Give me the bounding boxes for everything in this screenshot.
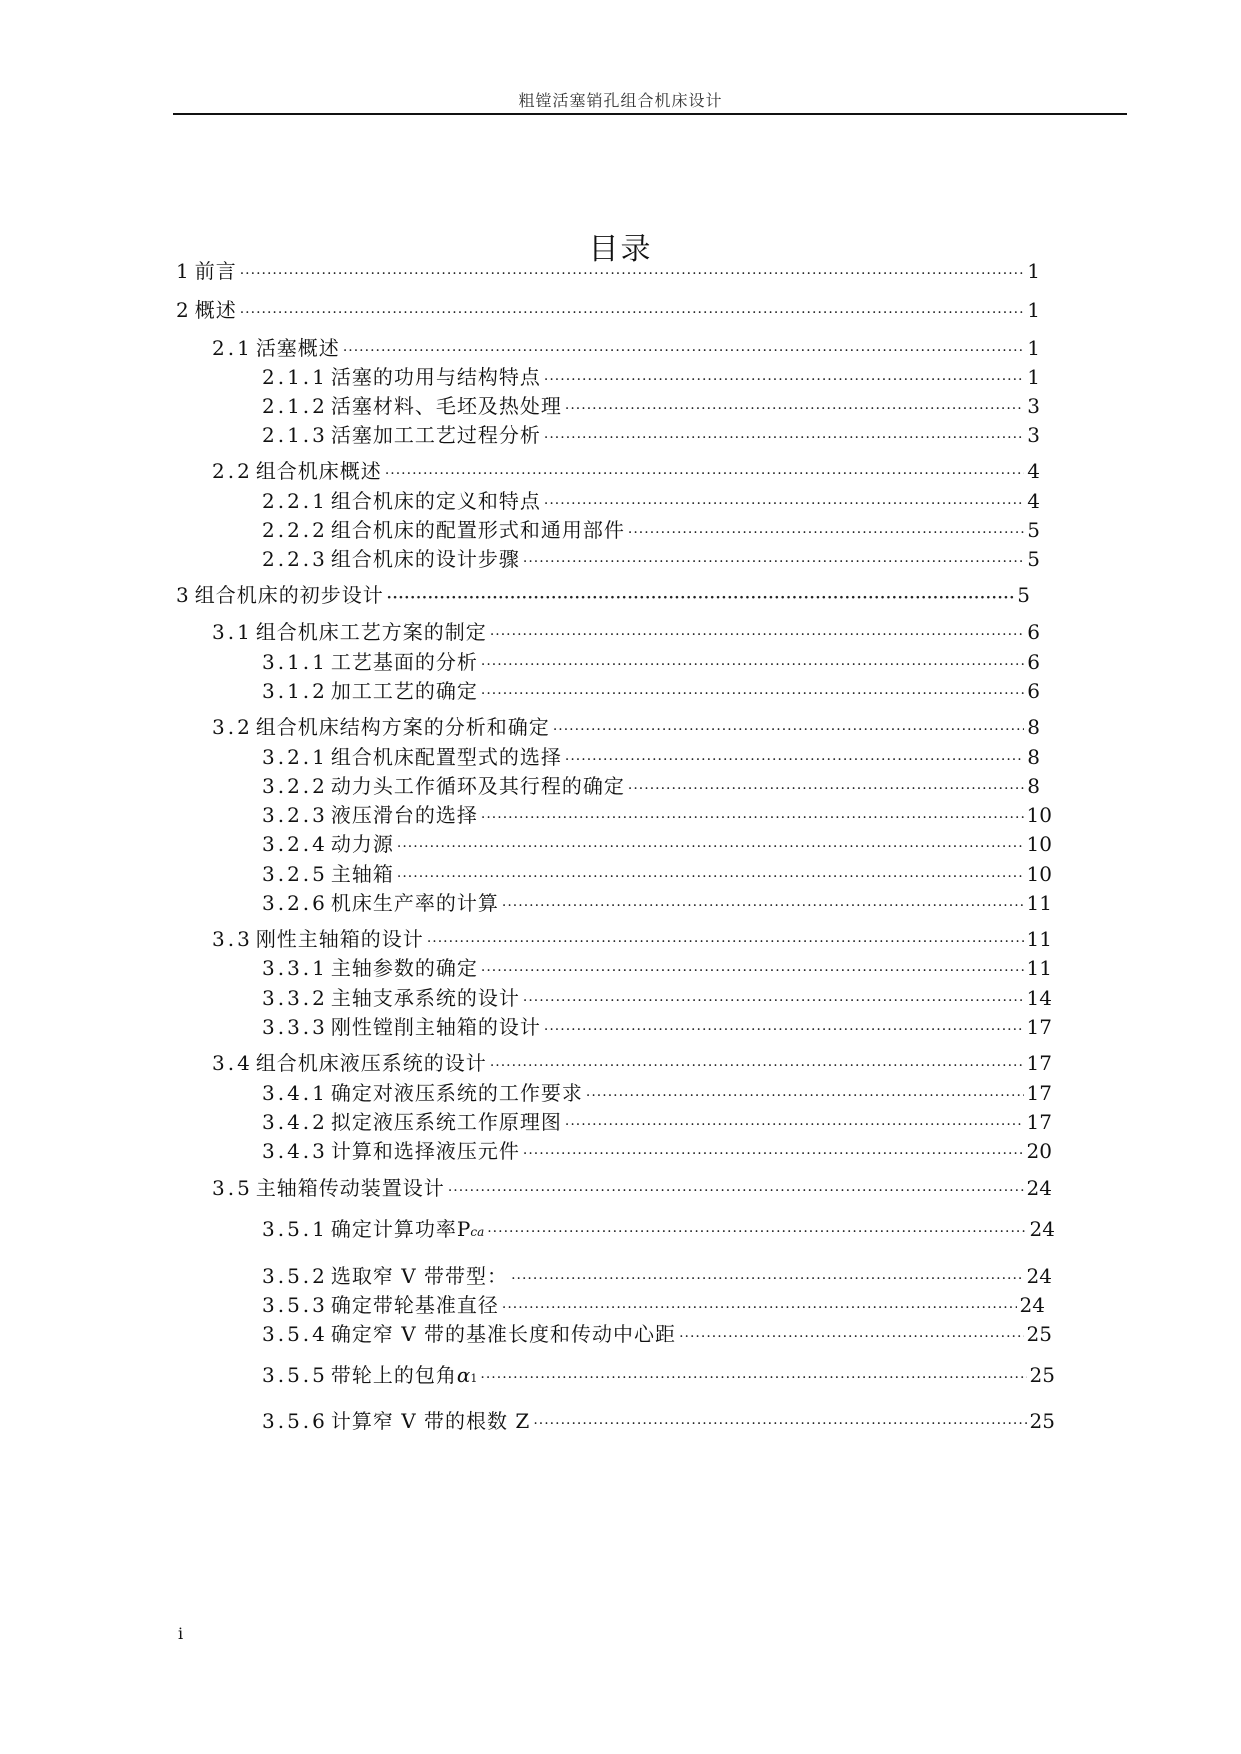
toc-entry-page: 6 (1027, 620, 1040, 644)
toc-entry-number: 2 (176, 298, 192, 322)
toc-entry-title: 主轴箱 (330, 862, 394, 886)
toc-entry-number: 2.2.1 (262, 489, 328, 513)
toc-dot-leader (544, 425, 1024, 451)
toc-entry-page: 3 (1027, 423, 1040, 447)
toc-entry-title: 活塞材料、毛坯及热处理 (330, 394, 562, 418)
toc-entry-page: 8 (1027, 715, 1040, 739)
toc-entry[interactable] (262, 517, 1040, 543)
toc-dot-leader (523, 1141, 1024, 1167)
toc-dot-leader (490, 1053, 1024, 1079)
toc-entry-page: 1 (1027, 336, 1040, 360)
toc-dot-leader (385, 461, 1024, 487)
toc-entry-page: 14 (1026, 986, 1052, 1010)
toc-entry-number: 3.2.5 (262, 862, 328, 886)
toc-entry-page: 4 (1027, 489, 1040, 513)
toc-entry-number: 3.2.2 (262, 774, 328, 798)
toc-entry-page: 11 (1026, 927, 1052, 951)
toc-entry[interactable] (262, 955, 1052, 981)
toc-dot-leader (628, 776, 1024, 802)
toc-entry[interactable] (212, 714, 1040, 740)
toc-entry-number: 3.4.2 (262, 1110, 328, 1134)
toc-entry-number: 3.4 (212, 1051, 253, 1075)
toc-entry-title: 主轴支承系统的设计 (330, 986, 520, 1010)
toc-dot-leader (397, 864, 1024, 890)
toc-entry-title: 动力源 (330, 832, 394, 856)
toc-dot-leader (523, 549, 1024, 575)
toc-entry[interactable] (262, 1080, 1052, 1106)
toc-entry-page: 8 (1027, 774, 1040, 798)
toc-entry-title: 机床生产率的计算 (330, 891, 499, 915)
toc-entry-title: 主轴参数的确定 (330, 956, 478, 980)
toc-dot-leader (490, 622, 1024, 648)
toc-entry[interactable] (262, 1321, 1052, 1347)
toc-entry[interactable] (212, 619, 1040, 645)
toc-entry-title: 组合机床的定义和特点 (330, 489, 541, 513)
toc-entry-title: 组合机床工艺方案的制定 (255, 620, 487, 644)
toc-entry-title: 选取窄 V 带带型： (330, 1264, 509, 1288)
toc-entry-number: 2.2.3 (262, 547, 328, 571)
toc-dot-leader (565, 747, 1024, 773)
toc-entry-page: 17 (1026, 1015, 1052, 1039)
toc-entry-title: 活塞的功用与结构特点 (330, 365, 541, 389)
toc-entry-math-symbol: α (456, 1363, 471, 1387)
toc-dot-leader (502, 893, 1024, 919)
toc-entry-number: 3.2 (212, 715, 253, 739)
toc-entry[interactable] (262, 802, 1052, 828)
toc-entry-number: 3.2.1 (262, 745, 328, 769)
toc-entry-number: 2.1.1 (262, 365, 328, 389)
toc-dot-leader (343, 338, 1024, 364)
toc-entry-title: 组合机床的设计步骤 (330, 547, 520, 571)
toc-entry-title: 确定带轮基准直径 (330, 1293, 499, 1317)
toc-entry-page: 6 (1027, 650, 1040, 674)
toc-dot-leader (553, 717, 1024, 743)
toc-entry[interactable] (262, 773, 1040, 799)
toc-entry-number: 3.2.4 (262, 832, 328, 856)
toc-entry[interactable] (262, 1292, 1045, 1318)
toc-dot-leader (533, 1411, 1026, 1437)
toc-entry-number: 3.5 (212, 1176, 253, 1200)
toc-entry-title: 刚性镗削主轴箱的设计 (330, 1015, 541, 1039)
toc-heading: 目录 (588, 232, 653, 267)
toc-entry-number: 2.2.2 (262, 518, 328, 542)
toc-entry[interactable] (262, 364, 1040, 390)
toc-entry[interactable] (176, 582, 1030, 608)
toc-entry-number: 3.1.2 (262, 679, 328, 703)
toc-entry-title: 动力头工作循环及其行程的确定 (330, 774, 625, 798)
toc-dot-leader (387, 585, 1015, 611)
toc-entry-number: 3.5.6 (262, 1409, 328, 1433)
toc-entry-page: 10 (1026, 832, 1052, 856)
toc-entry-number: 3.4.1 (262, 1081, 328, 1105)
toc-entry-page: 25 (1026, 1322, 1052, 1346)
toc-entry-number: 2.1.3 (262, 423, 328, 447)
toc-entry[interactable] (212, 926, 1052, 952)
toc-entry-math-symbol: P (456, 1217, 471, 1241)
toc-entry-title: 组合机床概述 (255, 459, 382, 483)
toc-entry[interactable] (262, 1362, 1055, 1388)
toc-entry-number: 3.1 (212, 620, 253, 644)
toc-entry[interactable] (262, 985, 1052, 1011)
toc-entry-math-subscript: ca (470, 1225, 485, 1239)
toc-entry-page: 6 (1027, 679, 1040, 703)
toc-entry-number: 3 (176, 583, 192, 607)
toc-entry-title: 工艺基面的分析 (330, 650, 478, 674)
toc-entry-page: 17 (1026, 1081, 1052, 1105)
toc-entry-number: 3.5.2 (262, 1264, 328, 1288)
toc-entry[interactable] (262, 488, 1040, 514)
toc-entry-number: 3.3 (212, 927, 253, 951)
toc-entry-title: 活塞加工工艺过程分析 (330, 423, 541, 447)
toc-entry-page: 24 (1019, 1293, 1045, 1317)
toc-entry-number: 3.3.3 (262, 1015, 328, 1039)
toc-entry-page: 25 (1029, 1363, 1055, 1387)
toc-entry-number: 3.2.6 (262, 891, 328, 915)
toc-dot-leader (544, 1017, 1024, 1043)
toc-entry-title: 液压滑台的选择 (330, 803, 478, 827)
toc-entry-page: 24 (1029, 1217, 1055, 1241)
toc-entry-title: 活塞概述 (255, 336, 340, 360)
toc-entry-page: 5 (1017, 583, 1030, 607)
toc-dot-leader (240, 300, 1025, 326)
toc-dot-leader (240, 261, 1025, 287)
toc-entry[interactable] (262, 1014, 1052, 1040)
toc-dot-leader (481, 652, 1024, 678)
toc-entry[interactable] (262, 861, 1052, 887)
toc-entry-number: 3.4.3 (262, 1139, 328, 1163)
toc-entry[interactable] (262, 1408, 1055, 1434)
toc-entry-number: 1 (176, 259, 192, 283)
toc-entry[interactable] (212, 1175, 1052, 1201)
toc-dot-leader (481, 681, 1024, 707)
toc-entry[interactable] (262, 422, 1040, 448)
toc-entry-number: 3.5.3 (262, 1293, 328, 1317)
toc-entry-page: 10 (1026, 803, 1052, 827)
toc-entry-number: 3.5.5 (262, 1363, 328, 1387)
toc-entry-page: 10 (1026, 862, 1052, 886)
toc-entry-page: 24 (1026, 1264, 1052, 1288)
toc-entry[interactable] (262, 831, 1052, 857)
toc-entry-number: 3.2.3 (262, 803, 328, 827)
toc-entry-title: 组合机床的初步设计 (194, 583, 384, 607)
toc-entry[interactable] (262, 744, 1040, 770)
toc-entry[interactable] (176, 258, 1040, 284)
toc-dot-leader (565, 396, 1024, 422)
toc-entry-number: 3.3.1 (262, 956, 328, 980)
toc-entry-page: 24 (1026, 1176, 1052, 1200)
toc-entry-number: 3.5.1 (262, 1217, 328, 1241)
toc-dot-leader (679, 1324, 1023, 1350)
toc-dot-leader (523, 988, 1024, 1014)
toc-entry[interactable] (262, 649, 1040, 675)
toc-dot-leader (628, 520, 1024, 546)
toc-entry-page: 1 (1027, 298, 1040, 322)
toc-entry-title: 计算和选择液压元件 (330, 1139, 520, 1163)
toc-entry-title: 带轮上的包角 (330, 1363, 457, 1387)
toc-entry[interactable] (262, 1138, 1052, 1164)
toc-entry-page: 1 (1027, 365, 1040, 389)
toc-entry-number: 3.1.1 (262, 650, 328, 674)
toc-entry[interactable] (262, 546, 1040, 572)
toc-entry-number: 2.2 (212, 459, 253, 483)
toc-entry-math-subscript: 1 (470, 1372, 478, 1385)
toc-entry-title: 概述 (194, 298, 237, 322)
toc-dot-leader (481, 958, 1024, 984)
toc-entry-title: 加工工艺的确定 (330, 679, 478, 703)
toc-entry[interactable] (176, 297, 1040, 323)
toc-entry-page: 11 (1026, 956, 1052, 980)
toc-entry-page: 17 (1026, 1051, 1052, 1075)
toc-dot-leader (502, 1295, 1017, 1321)
toc-entry-page: 4 (1027, 459, 1040, 483)
toc-entry[interactable] (212, 335, 1040, 361)
toc-dot-leader (544, 367, 1024, 393)
toc-entry-page: 25 (1029, 1409, 1055, 1433)
toc-dot-leader (448, 1178, 1024, 1204)
toc-entry-title: 拟定液压系统工作原理图 (330, 1110, 562, 1134)
toc-dot-leader (480, 1365, 1026, 1391)
toc-entry-page: 8 (1027, 745, 1040, 769)
toc-entry-title: 确定对液压系统的工作要求 (330, 1081, 583, 1105)
toc-entry-title: 计算窄 V 带的根数 Z (330, 1409, 531, 1433)
toc-entry-number: 2.1 (212, 336, 253, 360)
toc-dot-leader (544, 491, 1024, 517)
toc-entry-title: 确定窄 V 带的基准长度和传动中心距 (330, 1322, 677, 1346)
toc-entry-page: 5 (1027, 518, 1040, 542)
toc-entry-title: 刚性主轴箱的设计 (255, 927, 424, 951)
toc-entry-title: 确定计算功率 (330, 1217, 457, 1241)
toc-dot-leader (481, 805, 1024, 831)
toc-entry-page: 1 (1027, 259, 1040, 283)
toc-entry-title: 组合机床配置型式的选择 (330, 745, 562, 769)
toc-entry[interactable] (262, 393, 1040, 419)
toc-entry-page: 11 (1026, 891, 1052, 915)
toc-entry-number: 2.1.2 (262, 394, 328, 418)
toc-entry-number: 3.5.4 (262, 1322, 328, 1346)
toc-dot-leader (427, 929, 1024, 955)
running-header-title: 粗镗活塞销孔组合机床设计 (518, 91, 723, 110)
toc-entry-page: 5 (1027, 547, 1040, 571)
toc-entry[interactable] (262, 1109, 1052, 1135)
toc-dot-leader (487, 1219, 1026, 1245)
footer-page-number: i (178, 1624, 184, 1643)
toc-entry[interactable] (212, 1050, 1052, 1076)
toc-dot-leader (511, 1266, 1023, 1292)
toc-entry-page: 20 (1026, 1139, 1052, 1163)
toc-entry[interactable] (262, 678, 1040, 704)
toc-entry-title: 组合机床结构方案的分析和确定 (255, 715, 550, 739)
toc-dot-leader (397, 834, 1024, 860)
toc-entry-title: 组合机床液压系统的设计 (255, 1051, 487, 1075)
toc-entry-number: 3.3.2 (262, 986, 328, 1010)
toc-entry[interactable] (262, 1263, 1052, 1289)
toc-entry[interactable] (212, 458, 1040, 484)
toc-dot-leader (565, 1112, 1024, 1138)
toc-entry-title: 主轴箱传动装置设计 (255, 1176, 445, 1200)
toc-entry[interactable] (262, 890, 1052, 916)
toc-dot-leader (586, 1083, 1024, 1109)
toc-entry-title: 组合机床的配置形式和通用部件 (330, 518, 625, 542)
toc-entry-page: 17 (1026, 1110, 1052, 1134)
toc-entry-title: 前言 (194, 259, 237, 283)
toc-entry-page: 3 (1027, 394, 1040, 418)
toc-entry[interactable] (262, 1216, 1055, 1242)
